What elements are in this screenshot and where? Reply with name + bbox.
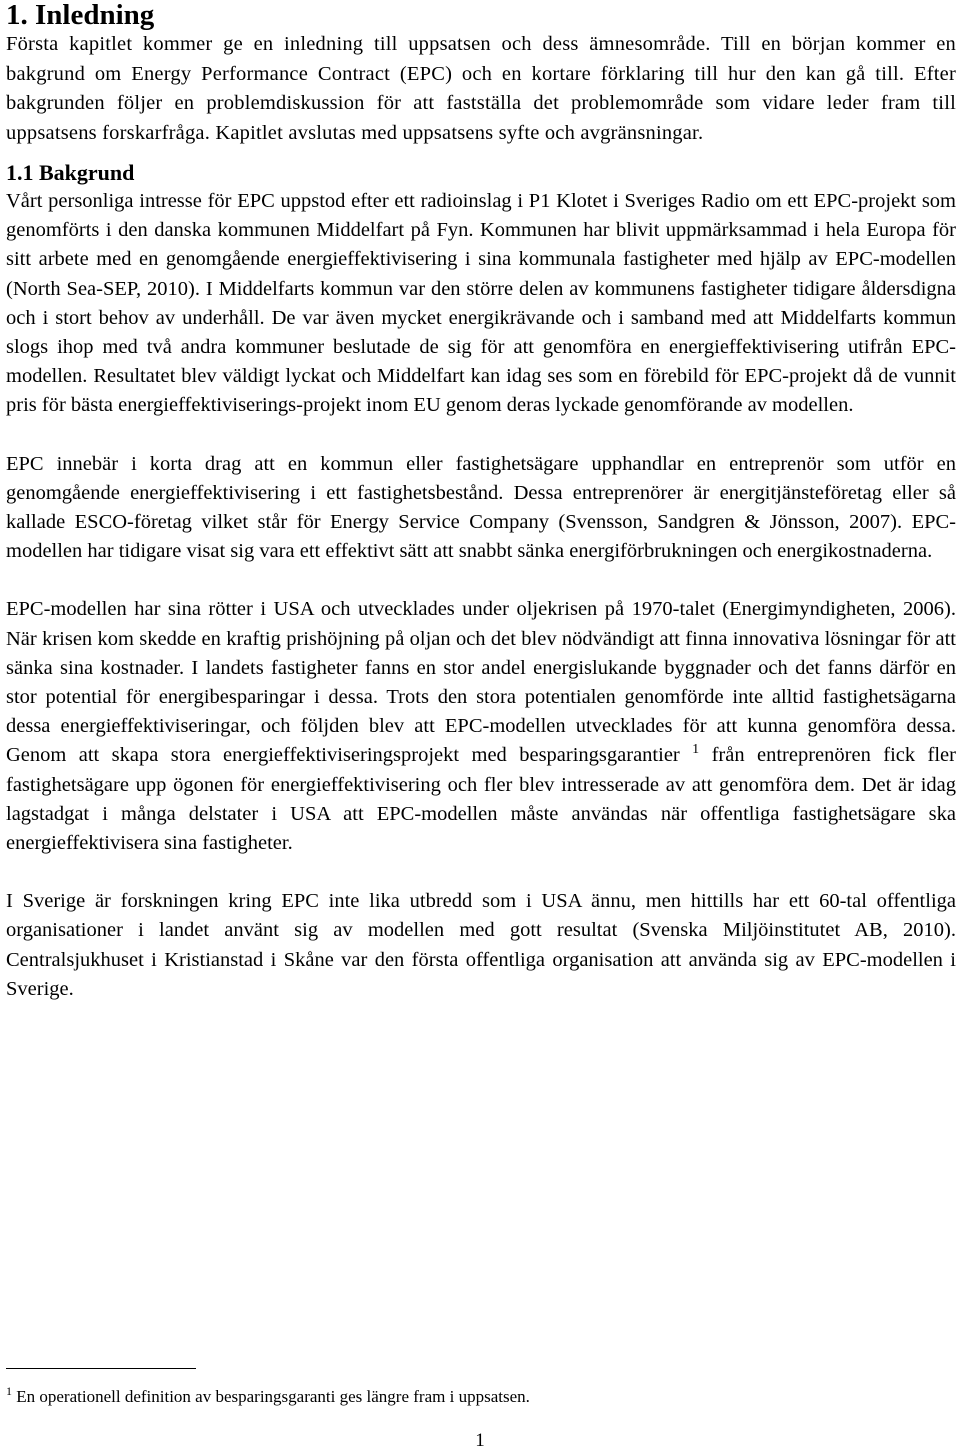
footnote — [6, 1386, 906, 1408]
section-heading: 1.1 Bakgrund — [6, 160, 135, 185]
body-paragraph-3 — [6, 595, 956, 858]
footnote-text: En operationell definition av besparingsgaranti ges längre fram i uppsatsen. — [12, 1387, 530, 1406]
body-paragraph-2: EPC innebär i korta drag att en kommun eller fastighetsägare upphandlar en entreprenör som utför en genomgående energieffektivisering i ett fastighetsbestånd. Dessa entreprenörer är energitjänsteföretag eller så kallade ESCO-företag vilket står för Energy Service Company (Svensson, Sandgren & Jönsson, 2007). EPC-modellen har tidigare visat sig vara ett effektivt sätt att snabbt sänka energiförbrukningen och energikostnaderna. — [6, 452, 956, 563]
body-paragraph-3-start: EPC-modellen har sina rötter i USA och utvecklades under oljekrisen på 1970-talet (Energimyndigheten, 2006). När krisen kom skedde en kraftig prishöjning på oljan och det blev nödvändigt att finna innovativa lösningar för att sänka sina kostnader. I landets fastigheter fanns en stor andel energislukande byggnader och det fanns därför en stor potential för energibesparingar i dessa. Trots den stora potentialen genomförde inte alltid fastighetsägarna dessa energieffektiviseringar, och följden blev att EPC-modellen utvecklades för att kunna genomföra dessa. Genom att skapa stora energieffektiviseringsprojekt med besparingsgarantier — [6, 598, 956, 767]
page-number: 1 — [475, 1430, 485, 1451]
body-paragraph-1: Vårt personliga intresse för EPC uppstod efter ett radioinslag i P1 Klotet i Sveriges Radio om ett EPC-projekt som genomförts i den danska kommunen Middelfart på Fyn. Kommunen har blivit uppmärksammad i hela Europa för sitt arbete med en genomgående energieffektivisering i sina kommunala fastigheter med hjälp av EPC-modellen (North Sea-SEP, 2010). I Middelfarts kommun var den större delen av kommunens fastigheter tidigare åldersdigna och i stort behov av underhåll. De var även mycket energikrävande och i samband med att Middelfarts kommun slogs ihop med två andra kommuner beslutade de sig för att genomföra en energieffektivisering utifrån EPC-modellen. Resultatet blev väldigt lyckat och Middelfart kan idag ses som en förebild för EPC-projekt då de vunnit pris för bästa energieffektiviserings-projekt inom EU genom deras lyckade genomförande av modellen. — [6, 190, 956, 417]
footnote-reference[interactable]: 1 — [692, 742, 700, 758]
footnote-mark: 1 — [6, 1384, 12, 1398]
chapter-intro-paragraph: Första kapitlet kommer ge en inledning till uppsatsen och dess ämnesområde. Till en början kommer en bakgrund om Energy Performance Contract (EPC) och en kortare förklaring till hur den kan gå till. Efter bakgrunden följer en problemdiskussion för att fastställa det problemområde som vidare leder fram till uppsatsens forskarfråga. Kapitlet avslutas med uppsatsens syfte och avgränsningar. — [6, 33, 956, 144]
footnote-divider — [6, 1368, 196, 1369]
chapter-heading: 1. Inledning — [6, 0, 155, 31]
document-page — [6, 0, 956, 1004]
body-paragraph-3-end: från entreprenören fick fler fastighetsägare upp ögonen för energieffektivisering och fler blev intresserade av att genomföra dem. Det är idag lagstadgat i många delstater i USA att EPC-modellen måste användas när offentliga fastighetsägare ska energieffektivisera sina fastigheter. — [6, 744, 956, 855]
body-paragraph-4: I Sverige är forskningen kring EPC inte lika utbredd som i USA ännu, men hittills har ett 60-tal offentliga organisationer i landet använt sig av modellen med gott resultat (Svenska Miljöinstitutet AB, 2010). Centralsjukhuset i Kristianstad i Skåne var den första offentliga organisation att använda sig av EPC-modellen i Sverige. — [6, 890, 956, 1000]
